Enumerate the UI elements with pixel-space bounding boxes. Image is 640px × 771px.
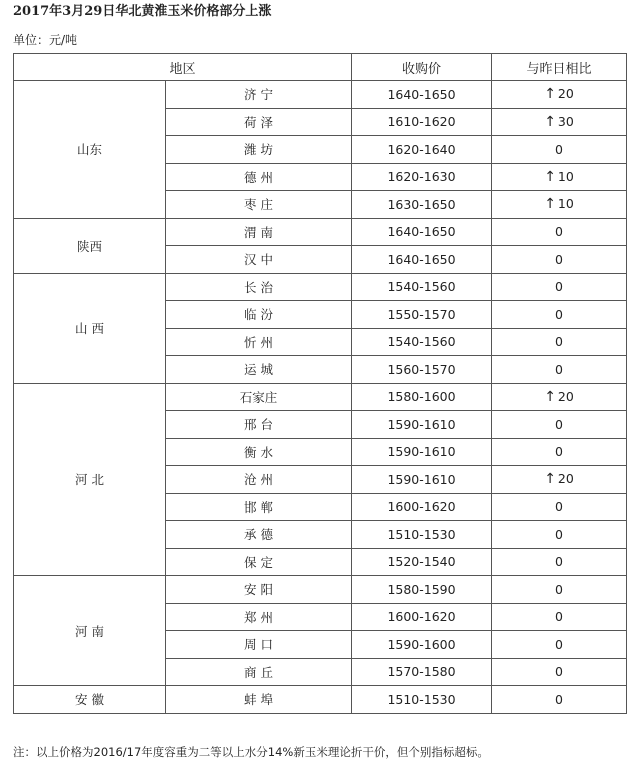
change-cell: [492, 191, 627, 219]
city-cell: 蚌 埠: [166, 686, 352, 714]
city-cell: 枣 庄: [166, 191, 352, 219]
change-value: 0: [555, 251, 563, 267]
city-cell: 渭 南: [166, 218, 352, 246]
price-cell: 1580-1590: [352, 576, 492, 604]
change-value: 20: [557, 471, 574, 487]
price-cell: 1640-1650: [352, 246, 492, 274]
price-cell: 1540-1560: [352, 328, 492, 356]
change-cell: [492, 81, 627, 109]
city-cell: 汉 中: [166, 246, 352, 274]
change-cell: [492, 631, 627, 659]
price-cell: 1590-1610: [352, 438, 492, 466]
price-cell: 1630-1650: [352, 191, 492, 219]
price-cell: 1510-1530: [352, 521, 492, 549]
change-cell: [492, 411, 627, 439]
change-value: 10: [557, 196, 574, 212]
change-cell: [492, 493, 627, 521]
change-cell: [492, 686, 627, 714]
arrow-up-icon: ↑: [544, 388, 556, 405]
city-cell: 郑 州: [166, 603, 352, 631]
change-cell: [492, 383, 627, 411]
change-value: 0: [555, 526, 563, 542]
city-cell: 沧 州: [166, 466, 352, 494]
change-value: 0: [555, 141, 563, 157]
price-cell: 1590-1610: [352, 411, 492, 439]
city-cell: 邯 郸: [166, 493, 352, 521]
city-cell: 保 定: [166, 548, 352, 576]
arrow-up-icon: ↑: [544, 113, 556, 130]
price-cell: 1510-1530: [352, 686, 492, 714]
price-cell: 1640-1650: [352, 81, 492, 109]
price-cell: 1570-1580: [352, 658, 492, 686]
city-cell: 忻 州: [166, 328, 352, 356]
city-cell: 石家庄: [166, 383, 352, 411]
arrow-up-icon: ↑: [544, 471, 556, 488]
city-cell: 运 城: [166, 356, 352, 384]
city-cell: 潍 坊: [166, 136, 352, 164]
change-cell: [492, 273, 627, 301]
change-cell: [492, 548, 627, 576]
city-cell: 邢 台: [166, 411, 352, 439]
table-row: [14, 576, 627, 604]
change-value: 0: [555, 416, 563, 432]
price-cell: 1610-1620: [352, 108, 492, 136]
city-cell: 济 宁: [166, 81, 352, 109]
price-cell: 1520-1540: [352, 548, 492, 576]
city-cell: 德 州: [166, 163, 352, 191]
price-cell: 1550-1570: [352, 301, 492, 329]
table-body: [14, 81, 627, 714]
price-cell: 1600-1620: [352, 603, 492, 631]
header-price: 收购价: [352, 54, 492, 81]
province-cell: 山 西: [14, 273, 166, 383]
price-cell: 1600-1620: [352, 493, 492, 521]
change-value: 0: [555, 609, 563, 625]
arrow-up-icon: ↑: [544, 86, 556, 103]
change-cell: [492, 328, 627, 356]
change-value: 20: [557, 86, 574, 102]
change-value: 0: [555, 444, 563, 460]
change-value: 20: [557, 388, 574, 404]
change-cell: [492, 466, 627, 494]
unit-label: 单位：元/吨: [13, 33, 78, 47]
table-row: [14, 383, 627, 411]
province-cell: 安 徽: [14, 686, 166, 714]
change-cell: [492, 603, 627, 631]
change-cell: [492, 658, 627, 686]
price-cell: 1590-1600: [352, 631, 492, 659]
table-row: [14, 218, 627, 246]
province-cell: 山东: [14, 81, 166, 219]
table-header-row: [14, 54, 627, 81]
change-value: 10: [557, 168, 574, 184]
change-value: 0: [555, 499, 563, 515]
city-cell: 商 丘: [166, 658, 352, 686]
price-cell: 1540-1560: [352, 273, 492, 301]
price-cell: 1590-1610: [352, 466, 492, 494]
price-cell: 1620-1630: [352, 163, 492, 191]
change-cell: [492, 246, 627, 274]
city-cell: 荷 泽: [166, 108, 352, 136]
city-cell: 承 德: [166, 521, 352, 549]
price-cell: 1640-1650: [352, 218, 492, 246]
province-cell: 河 北: [14, 383, 166, 576]
arrow-up-icon: ↑: [544, 196, 556, 213]
change-value: 0: [555, 636, 563, 652]
change-cell: [492, 576, 627, 604]
city-cell: 安 阳: [166, 576, 352, 604]
change-value: 0: [555, 554, 563, 570]
change-value: 0: [555, 361, 563, 377]
change-value: 0: [555, 279, 563, 295]
price-cell: 1580-1600: [352, 383, 492, 411]
table-row: [14, 81, 627, 109]
price-table: [13, 53, 627, 714]
province-cell: 陕西: [14, 218, 166, 273]
change-value: 0: [555, 224, 563, 240]
city-cell: 衡 水: [166, 438, 352, 466]
change-cell: [492, 163, 627, 191]
header-region: 地区: [14, 54, 352, 81]
change-cell: [492, 301, 627, 329]
arrow-up-icon: ↑: [544, 168, 556, 185]
city-cell: 长 治: [166, 273, 352, 301]
change-cell: [492, 356, 627, 384]
footnote: 注：以上价格为2016/17年度容重为二等以上水分14%新玉米理论折干价，但个别指标超标。: [13, 745, 489, 759]
change-cell: [492, 438, 627, 466]
change-value: 0: [555, 691, 563, 707]
table-row: [14, 273, 627, 301]
change-value: 0: [555, 334, 563, 350]
change-cell: [492, 108, 627, 136]
table-row: [14, 686, 627, 714]
province-cell: 河 南: [14, 576, 166, 686]
price-cell: 1620-1640: [352, 136, 492, 164]
city-cell: 周 口: [166, 631, 352, 659]
header-change: 与昨日相比: [492, 54, 627, 81]
change-value: 30: [557, 113, 574, 129]
change-cell: [492, 136, 627, 164]
page-title: 2017年3月29日华北黄淮玉米价格部分上涨: [13, 4, 272, 19]
change-cell: [492, 218, 627, 246]
city-cell: 临 汾: [166, 301, 352, 329]
change-value: 0: [555, 306, 563, 322]
change-cell: [492, 521, 627, 549]
change-value: 0: [555, 664, 563, 680]
change-value: 0: [555, 581, 563, 597]
price-cell: 1560-1570: [352, 356, 492, 384]
